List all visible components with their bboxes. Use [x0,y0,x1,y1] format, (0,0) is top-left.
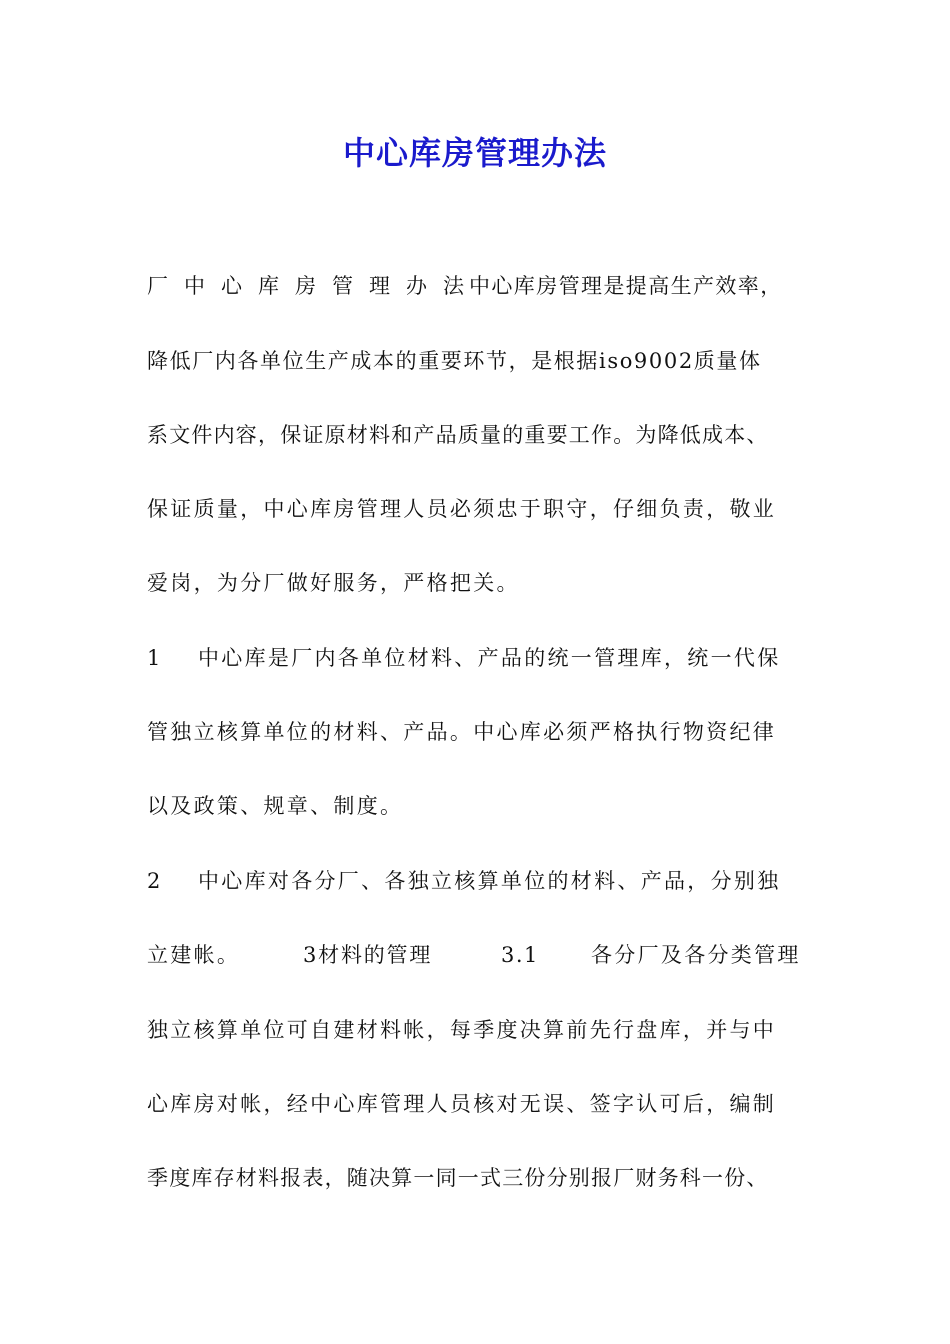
intro-line-2: 降低厂内各单位生产成本的重要环节，是根据iso9002质量体 [147,349,762,373]
item-2-number: 2 [147,869,161,893]
intro-line-3: 系文件内容，保证原材料和产品质量的重要工作。为降低成本、 [147,423,769,447]
intro-spaced-char: 心 [221,274,242,298]
item-3-line-4: 季度库存材料报表，随决算一同一式三份分别报厂财务科一份、 [147,1166,769,1190]
intro-line-1-rest: 中心库房管理是提高生产效率， [469,274,783,298]
intro-spaced-char: 办 [406,274,427,298]
intro-spaced-char: 中 [184,274,205,298]
item-2-line-1 [147,861,807,901]
intro-spaced-char: 房 [295,274,316,298]
item-3-line-2: 独立核算单位可自建材料帐，每季度决算前先行盘库，并与中 [147,1018,777,1042]
item-1-line-1 [147,638,807,678]
item-3-line-3: 心库房对帐，经中心库管理人员核对无误、签字认可后，编制 [147,1092,777,1116]
section-3-1-number: 3.1 [501,943,539,967]
item-2-text: 中心库对各分厂、各独立核算单位的材料、产品，分别独 [198,869,781,893]
item-2-line-2 [147,935,807,975]
intro-line-1 [147,266,807,306]
intro-line-5: 爱岗，为分厂做好服务，严格把关。 [147,571,520,595]
item-1-line-3: 以及政策、规章、制度。 [147,794,404,818]
section-3-heading: 3材料的管理 [303,943,433,967]
intro-spaced-char: 库 [258,274,279,298]
intro-line-4: 保证质量，中心库房管理人员必须忠于职守，仔细负责，敬业 [147,497,777,521]
item-2-line-2-a: 立建帐。 [147,943,241,967]
section-3-1-text: 各分厂及各分类管理 [591,943,801,967]
intro-spaced-char: 管 [332,274,353,298]
item-1-text: 中心库是厂内各单位材料、产品的统一管理库，统一代保 [198,646,781,670]
intro-spaced-char: 法 [443,274,464,298]
document-title: 中心库房管理办法 [342,134,607,172]
intro-spaced-char: 理 [369,274,390,298]
item-1-number: 1 [147,646,161,670]
intro-spaced-char: 厂 [147,274,168,298]
item-1-line-2: 管独立核算单位的材料、产品。中心库必须严格执行物资纪律 [147,720,777,744]
